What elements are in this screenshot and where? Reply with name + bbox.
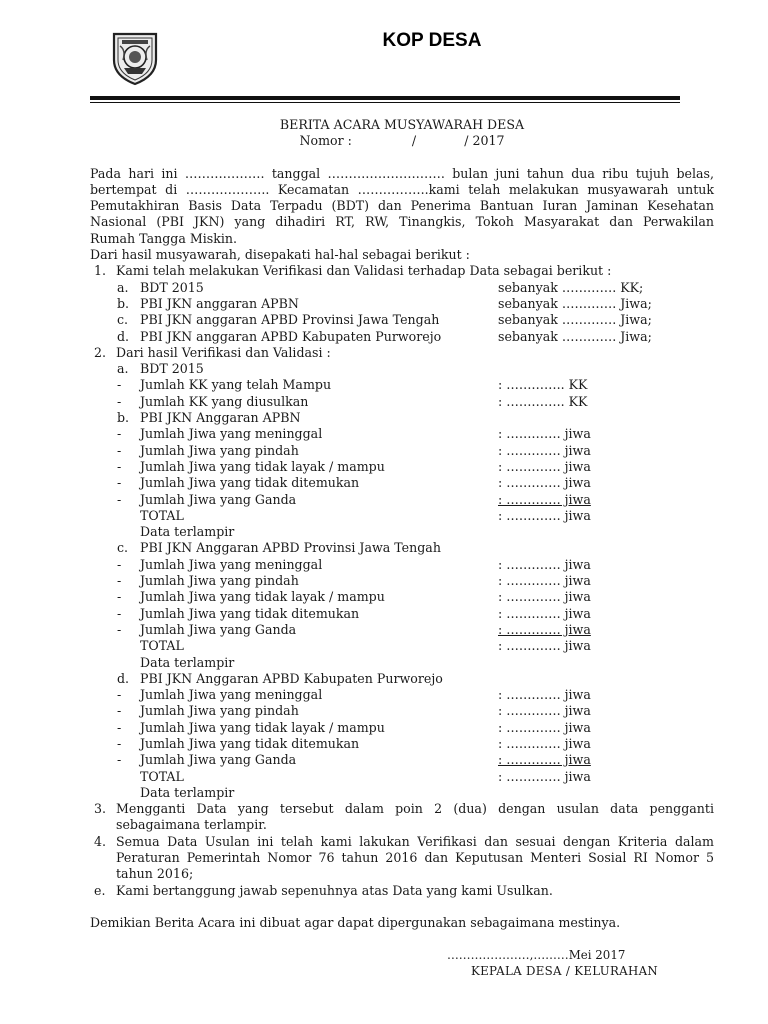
- sub-value: sebanyak …………. Jiwa;: [498, 295, 652, 311]
- total-value: : …………. jiwa: [498, 638, 591, 654]
- data-row: [90, 475, 714, 491]
- document-body: [90, 117, 714, 931]
- row-dash: -: [117, 458, 122, 474]
- data-row: [90, 573, 714, 589]
- list-text: Mengganti Data yang tersebut dalam poin 2 (dua) dengan usulan data pengganti: [116, 801, 714, 817]
- row-dash: -: [117, 621, 122, 637]
- row-value: : ………….. KK: [498, 393, 588, 409]
- row-value: : …………. jiwa: [498, 442, 591, 458]
- sub-letter: c.: [117, 312, 129, 328]
- row-label: Jumlah KK yang telah Mampu: [140, 377, 332, 393]
- total-value: : …………. jiwa: [498, 768, 591, 784]
- row-dash: -: [117, 475, 122, 491]
- list-text: Dari hasil Verifikasi dan Validasi :: [116, 344, 331, 360]
- document-number: Nomor : / / 2017: [299, 133, 505, 149]
- row-dash: -: [117, 589, 122, 605]
- list-item-1: [90, 263, 714, 279]
- closing-statement: Demikian Berita Acara ini dibuat agar dapat dipergunakan sebagaimana mestinya.: [90, 914, 621, 930]
- intro-line: bertempat di ……………….. Kecamatan ……………..kami telah melakukan musyawarah untuk: [90, 181, 714, 197]
- data-row: [90, 557, 714, 573]
- row-dash: -: [117, 735, 122, 751]
- row-dash: -: [117, 556, 122, 572]
- section-title: PBI JKN Anggaran APBD Kabupaten Purworejo: [140, 670, 443, 686]
- section-title: PBI JKN Anggaran APBN: [140, 410, 301, 426]
- row-dash: -: [117, 703, 122, 719]
- section-heading: [90, 540, 714, 556]
- row-value: : …………. jiwa: [498, 573, 591, 589]
- attachment-note: [90, 524, 714, 540]
- row-value: : …………. jiwa: [498, 621, 591, 637]
- section-letter: b.: [117, 410, 130, 426]
- row-label: Jumlah Jiwa yang Ganda: [140, 621, 297, 637]
- document-title: BERITA ACARA MUSYAWARAH DESA: [279, 117, 525, 132]
- data-row: [90, 589, 714, 605]
- row-dash: -: [117, 426, 122, 442]
- row-label: Jumlah Jiwa yang meninggal: [140, 556, 323, 572]
- list-item-4: [90, 834, 714, 850]
- intro-line: Pada hari ini ………………. tanggal ………………………. bulan juni tahun dua ribu tujuh belas,: [90, 165, 714, 181]
- row-label: Jumlah Jiwa yang meninggal: [140, 687, 323, 703]
- total-row: [90, 638, 714, 654]
- letterhead-title: KOP DESA: [382, 30, 482, 51]
- row-dash: -: [117, 442, 122, 458]
- section-letter: c.: [117, 540, 129, 556]
- list-number: 4.: [94, 833, 107, 849]
- sub-letter: d.: [117, 328, 130, 344]
- row-dash: -: [117, 377, 122, 393]
- row-value: : …………. jiwa: [498, 426, 591, 442]
- sub-label: BDT 2015: [140, 279, 204, 295]
- row-label: Jumlah Jiwa yang tidak ditemukan: [140, 605, 360, 621]
- sub-value: sebanyak …………. Jiwa;: [498, 328, 652, 344]
- data-row: [90, 622, 714, 638]
- signature-title: KEPALA DESA / KELURAHAN: [471, 964, 659, 978]
- intro-line: Rumah Tangga Miskin.: [90, 230, 237, 246]
- row-label: Jumlah Jiwa yang pindah: [140, 442, 299, 458]
- sub-label: PBI JKN anggaran APBD Provinsi Jawa Tengah: [140, 312, 440, 328]
- data-row: [90, 394, 714, 410]
- sub-label: PBI JKN anggaran APBD Kabupaten Purworejo: [140, 328, 442, 344]
- row-value: : …………. jiwa: [498, 735, 591, 751]
- sub-value: sebanyak …………. Jiwa;: [498, 312, 652, 328]
- row-value: : …………. jiwa: [498, 556, 591, 572]
- row-label: Jumlah Jiwa yang Ganda: [140, 491, 297, 507]
- attachment-note: [90, 655, 714, 671]
- list-text: sebagaimana terlampir.: [116, 817, 267, 833]
- section-title: PBI JKN Anggaran APBD Provinsi Jawa Tengah: [140, 540, 441, 556]
- list-item-4-cont: [90, 850, 714, 866]
- sub-item: [90, 329, 714, 345]
- section-letter: d.: [117, 670, 130, 686]
- row-dash: -: [117, 393, 122, 409]
- row-value: : …………. jiwa: [498, 719, 591, 735]
- list-item-3: [90, 801, 714, 817]
- intro-line: Nasional (PBI JKN) yang dihadiri RT, RW, Tinangkis, Tokoh Masyarakat dan Perwakilan: [90, 214, 714, 230]
- letterhead-rule-thin: [90, 102, 680, 103]
- row-label: Jumlah Jiwa yang meninggal: [140, 426, 323, 442]
- row-label: Jumlah Jiwa yang pindah: [140, 573, 299, 589]
- data-row: [90, 377, 714, 393]
- list-text: Peraturan Pemerintah Nomor 76 tahun 2016 dan Keputusan Menteri Sosial RI Nomor 5: [116, 850, 714, 866]
- list-item-3-cont: [90, 817, 714, 833]
- sub-item: [90, 280, 714, 296]
- intro-paragraph: [90, 166, 714, 247]
- data-row: [90, 720, 714, 736]
- data-row: [90, 459, 714, 475]
- data-row: [90, 606, 714, 622]
- letterhead-rule-thick: [90, 96, 680, 100]
- list-number: 3.: [94, 801, 107, 817]
- sub-letter: b.: [117, 295, 130, 311]
- row-dash: -: [117, 687, 122, 703]
- section-heading: [90, 361, 714, 377]
- row-label: Jumlah Jiwa yang tidak ditemukan: [140, 475, 360, 491]
- agreed-text: Dari hasil musyawarah, disepakati hal-hal sebagai berikut :: [90, 247, 470, 263]
- row-value: : …………. jiwa: [498, 687, 591, 703]
- sub-value: sebanyak …………. KK;: [498, 279, 644, 295]
- row-value: : …………. jiwa: [498, 589, 591, 605]
- list-item-4-cont: [90, 866, 714, 882]
- list-text: tahun 2016;: [116, 866, 194, 882]
- data-row: [90, 426, 714, 442]
- data-row: [90, 687, 714, 703]
- row-dash: -: [117, 491, 122, 507]
- section-letter: a.: [117, 361, 129, 377]
- note-text: Data terlampir: [140, 524, 235, 540]
- row-dash: -: [117, 605, 122, 621]
- total-label: TOTAL: [140, 507, 184, 523]
- list-item-2: [90, 345, 714, 361]
- row-value: : …………. jiwa: [498, 752, 591, 768]
- row-label: Jumlah KK yang diusulkan: [140, 393, 309, 409]
- row-dash: -: [117, 719, 122, 735]
- row-value: : …………. jiwa: [498, 458, 591, 474]
- list-number: 1.: [94, 263, 107, 279]
- row-value: : …………. jiwa: [498, 491, 591, 507]
- data-row: [90, 443, 714, 459]
- note-text: Data terlampir: [140, 654, 235, 670]
- sub-item: [90, 312, 714, 328]
- row-dash: -: [117, 752, 122, 768]
- list-text: Semua Data Usulan ini telah kami lakukan Verifikasi dan sesuai dengan Kriteria dalam: [116, 833, 714, 849]
- list-number: 2.: [94, 344, 107, 360]
- data-row: [90, 752, 714, 768]
- note-text: Data terlampir: [140, 784, 235, 800]
- list-text: Kami bertanggung jawab sepenuhnya atas Data yang kami Usulkan.: [116, 882, 553, 898]
- sub-item: [90, 296, 714, 312]
- data-row: [90, 736, 714, 752]
- data-row: [90, 703, 714, 719]
- total-value: : …………. jiwa: [498, 507, 591, 523]
- sub-label: PBI JKN anggaran APBN: [140, 295, 299, 311]
- list-text: Kami telah melakukan Verifikasi dan Validasi terhadap Data sebagai berikut :: [116, 263, 612, 279]
- total-label: TOTAL: [140, 768, 184, 784]
- section-heading: [90, 410, 714, 426]
- section-title: BDT 2015: [140, 361, 204, 377]
- list-number: e.: [94, 882, 106, 898]
- total-row: [90, 508, 714, 524]
- row-label: Jumlah Jiwa yang Ganda: [140, 752, 297, 768]
- signature-date: …………………,………Mei 2017: [447, 948, 626, 962]
- total-row: [90, 769, 714, 785]
- section-heading: [90, 671, 714, 687]
- total-label: TOTAL: [140, 638, 184, 654]
- row-value: : …………. jiwa: [498, 605, 591, 621]
- row-value: : …………. jiwa: [498, 703, 591, 719]
- row-value: : …………. jiwa: [498, 475, 591, 491]
- row-label: Jumlah Jiwa yang tidak ditemukan: [140, 735, 360, 751]
- intro-line: Pemutakhiran Basis Data Terpadu (BDT) dan Penerima Bantuan Iuran Jaminan Kesehatan: [90, 198, 714, 214]
- attachment-note: [90, 785, 714, 801]
- sub-letter: a.: [117, 279, 129, 295]
- list-item-5: [90, 883, 714, 899]
- row-label: Jumlah Jiwa yang pindah: [140, 703, 299, 719]
- data-row: [90, 492, 714, 508]
- row-label: Jumlah Jiwa yang tidak layak / mampu: [140, 458, 385, 474]
- row-label: Jumlah Jiwa yang tidak layak / mampu: [140, 589, 385, 605]
- row-value: : ………….. KK: [498, 377, 588, 393]
- row-dash: -: [117, 573, 122, 589]
- row-label: Jumlah Jiwa yang tidak layak / mampu: [140, 719, 385, 735]
